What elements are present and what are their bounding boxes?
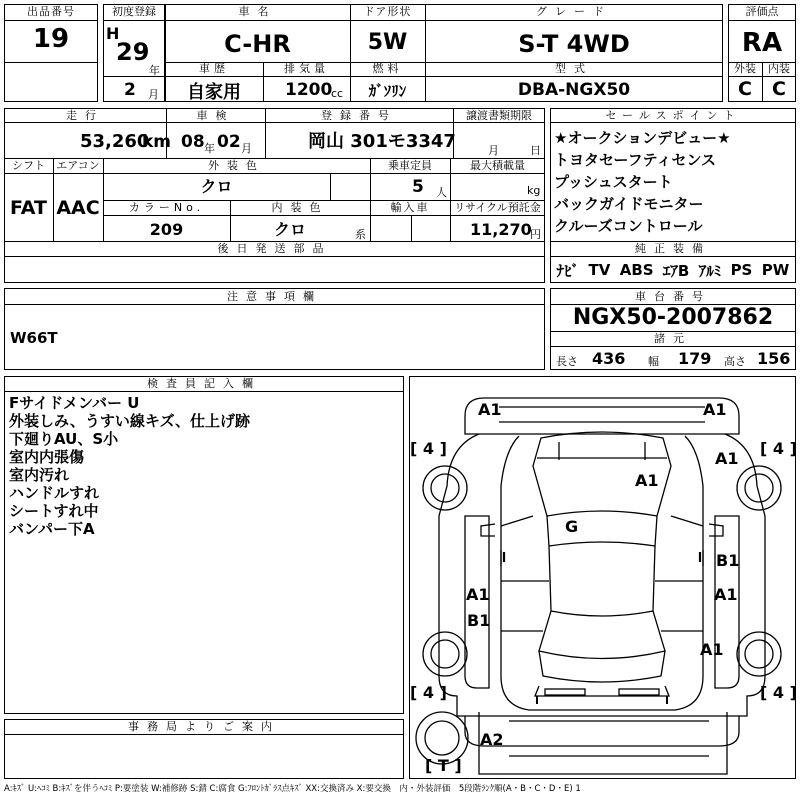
tire-tread-mark: [ 4 ]: [760, 439, 797, 458]
reg-label: 登録番号: [321, 109, 397, 122]
equipment-item: ｱﾙﾐ: [698, 261, 722, 280]
height: 156: [757, 349, 791, 368]
sales-point: ★オークションデビュー★: [554, 129, 731, 147]
grade: S-T 4WD: [518, 30, 630, 58]
sales-point: プッシュスタート: [554, 173, 673, 191]
color-no: 209: [149, 220, 184, 239]
sales-label: セールスポイント: [605, 109, 741, 122]
width-label: 幅: [648, 355, 659, 368]
sales-point: バックガイドモニター: [554, 195, 704, 213]
int-grade: C: [772, 78, 786, 100]
import-label: 輸入車: [390, 201, 430, 214]
load-unit: kg: [527, 184, 541, 197]
inspection-year: 08: [181, 132, 205, 152]
model: DBA-NGX50: [517, 80, 631, 100]
era: H: [106, 24, 120, 43]
ac-label: エアコン: [56, 159, 100, 172]
inspection-month: 02: [217, 132, 241, 152]
inspection-month-unit: 月: [241, 142, 252, 155]
first-reg-year: 29: [116, 38, 150, 66]
ext-grade: C: [738, 78, 752, 100]
length-label: 長さ: [556, 355, 578, 368]
model-label: 型式: [555, 62, 593, 75]
inspector-label: 検査員記入欄: [147, 377, 261, 390]
equipment-item: ｴｱB: [662, 261, 690, 280]
fuel-label: 燃料: [372, 62, 403, 75]
int-label: 内装: [768, 62, 790, 75]
history: 自家用: [187, 82, 241, 103]
equipment-item: ABS: [619, 261, 654, 279]
recycle: 11,270: [470, 220, 532, 239]
inspector-note: Fサイドメンバー U: [9, 394, 140, 412]
recycle-unit: 円: [530, 228, 541, 241]
tire-tread-mark: [ T ]: [425, 756, 462, 775]
recycle-label: リサイクル預託金: [454, 201, 541, 214]
lot-label: 出品番号: [27, 5, 75, 18]
damage-mark: B1: [716, 551, 740, 570]
legend: A:ｷｽﾞ U:ﾍｺﾐ B:ｷｽﾞを伴うﾍｺﾐ P:要塗装 W:補修跡 S:錆 C:腐食 G:ﾌﾛﾝﾄｶﾞﾗｽ点ｷｽﾞ XX:交換済み X:要交換 内・外装評価 5段階ﾗﾝｸ順(A・B・C・D・E) 1: [4, 784, 581, 794]
displacement-unit: cc: [331, 87, 344, 100]
inspector-notes: [9, 394, 399, 538]
shift: FAT: [10, 197, 47, 219]
exterior-color: クロ: [200, 177, 233, 196]
interior-color: クロ: [273, 220, 306, 239]
capacity-unit: 人: [436, 186, 447, 199]
car-name: C-HR: [224, 30, 291, 58]
displacement: 1200: [285, 80, 333, 100]
tire-tread-mark: [ 4 ]: [760, 683, 797, 702]
history-label: 車歴: [199, 62, 229, 75]
interior-color-label: 内装色: [271, 201, 329, 214]
chassis-label: 車台番号: [635, 290, 711, 303]
equipment-item: TV: [588, 261, 611, 279]
color-no-label: カラーNo.: [128, 201, 205, 214]
tire-tread-mark: [ 4 ]: [410, 439, 447, 458]
damage-mark: A1: [714, 585, 738, 604]
damage-mark: B1: [467, 611, 491, 630]
sales-points-list: [554, 127, 794, 237]
caution-text: W66T: [10, 329, 58, 347]
inspector-note: シートすれ中: [9, 502, 99, 520]
mileage-unit: km: [142, 132, 172, 152]
capacity-label: 乗車定員: [388, 159, 432, 172]
inspector-note: ハンドルすれ: [9, 484, 100, 502]
month-unit: 月: [148, 88, 159, 101]
caution-label: 注意事項欄: [227, 290, 322, 303]
color-label: 外装色: [208, 159, 265, 172]
dims-label: 諸元: [654, 332, 692, 345]
ac: AAC: [56, 197, 100, 219]
inspector-note: 下廻りAU、S小: [9, 430, 119, 448]
inspector-note: 室内内張傷: [9, 448, 85, 466]
first-reg-label: 初度登録: [112, 5, 156, 18]
interior-suffix: 系: [355, 228, 366, 241]
year-unit: 年: [149, 64, 160, 77]
damage-mark: A1: [703, 400, 727, 419]
first-reg-month: 2: [124, 80, 136, 100]
mileage: 53,260: [80, 131, 150, 152]
score: RA: [741, 28, 783, 58]
width: 179: [678, 349, 712, 368]
car-diagram: [409, 376, 796, 779]
sales-point: クルーズコントロール: [554, 217, 703, 235]
damage-mark: A1: [466, 585, 490, 604]
equipment-item: ﾅﾋﾞ: [556, 261, 580, 280]
sales-point: トヨタセーフティセンス: [554, 151, 717, 169]
damage-mark: A1: [635, 471, 659, 490]
inspector-note: バンパー下A: [9, 520, 95, 538]
damage-mark: A1: [700, 640, 724, 659]
inspector-note: 室内汚れ: [9, 466, 70, 484]
name-label: 車名: [238, 5, 277, 18]
tire-tread-mark: [ 4 ]: [410, 683, 447, 702]
transfer-month: 月: [488, 144, 499, 157]
damage-mark: A2: [480, 730, 504, 749]
displacement-label: 排気量: [284, 62, 329, 75]
capacity: 5: [412, 177, 424, 197]
equip-label: 純正装備: [635, 242, 711, 255]
transfer-label: 譲渡書類期限: [466, 109, 532, 122]
transfer-day: 日: [530, 144, 541, 157]
mileage-label: 走行: [66, 109, 104, 122]
equipment-item: PS: [730, 261, 753, 279]
load-label: 最大積載量: [470, 159, 525, 172]
registration-number: 岡山 301モ3347: [308, 131, 456, 152]
inspector-note: 外装しみ、うすい線キズ、仕上げ跡: [9, 412, 251, 430]
office-label: 事務局よりご案内: [128, 720, 280, 733]
door-type: 5W: [367, 30, 408, 55]
score-label: 評価点: [745, 5, 779, 18]
length: 436: [592, 349, 626, 368]
ext-label: 外装: [734, 62, 756, 75]
damage-mark: A1: [715, 449, 739, 468]
inspection-label: 車検: [196, 109, 235, 122]
inspection-year-unit: 年: [204, 142, 215, 155]
damage-mark: G: [565, 517, 579, 536]
shift-label: シフト: [12, 159, 45, 172]
damage-mark: A1: [478, 400, 502, 419]
lot-number: 19: [32, 24, 70, 54]
height-label: 高さ: [724, 355, 746, 368]
chassis-number: NGX50-2007862: [572, 305, 774, 330]
equipment-list: [552, 259, 794, 281]
fuel: ｶﾞｿﾘﾝ: [368, 82, 407, 100]
door-label: ドア形状: [363, 5, 412, 18]
grade-label: グレード: [536, 5, 612, 18]
later-parts-label: 後日発送部品: [217, 242, 332, 255]
equipment-item: PW: [761, 261, 790, 279]
